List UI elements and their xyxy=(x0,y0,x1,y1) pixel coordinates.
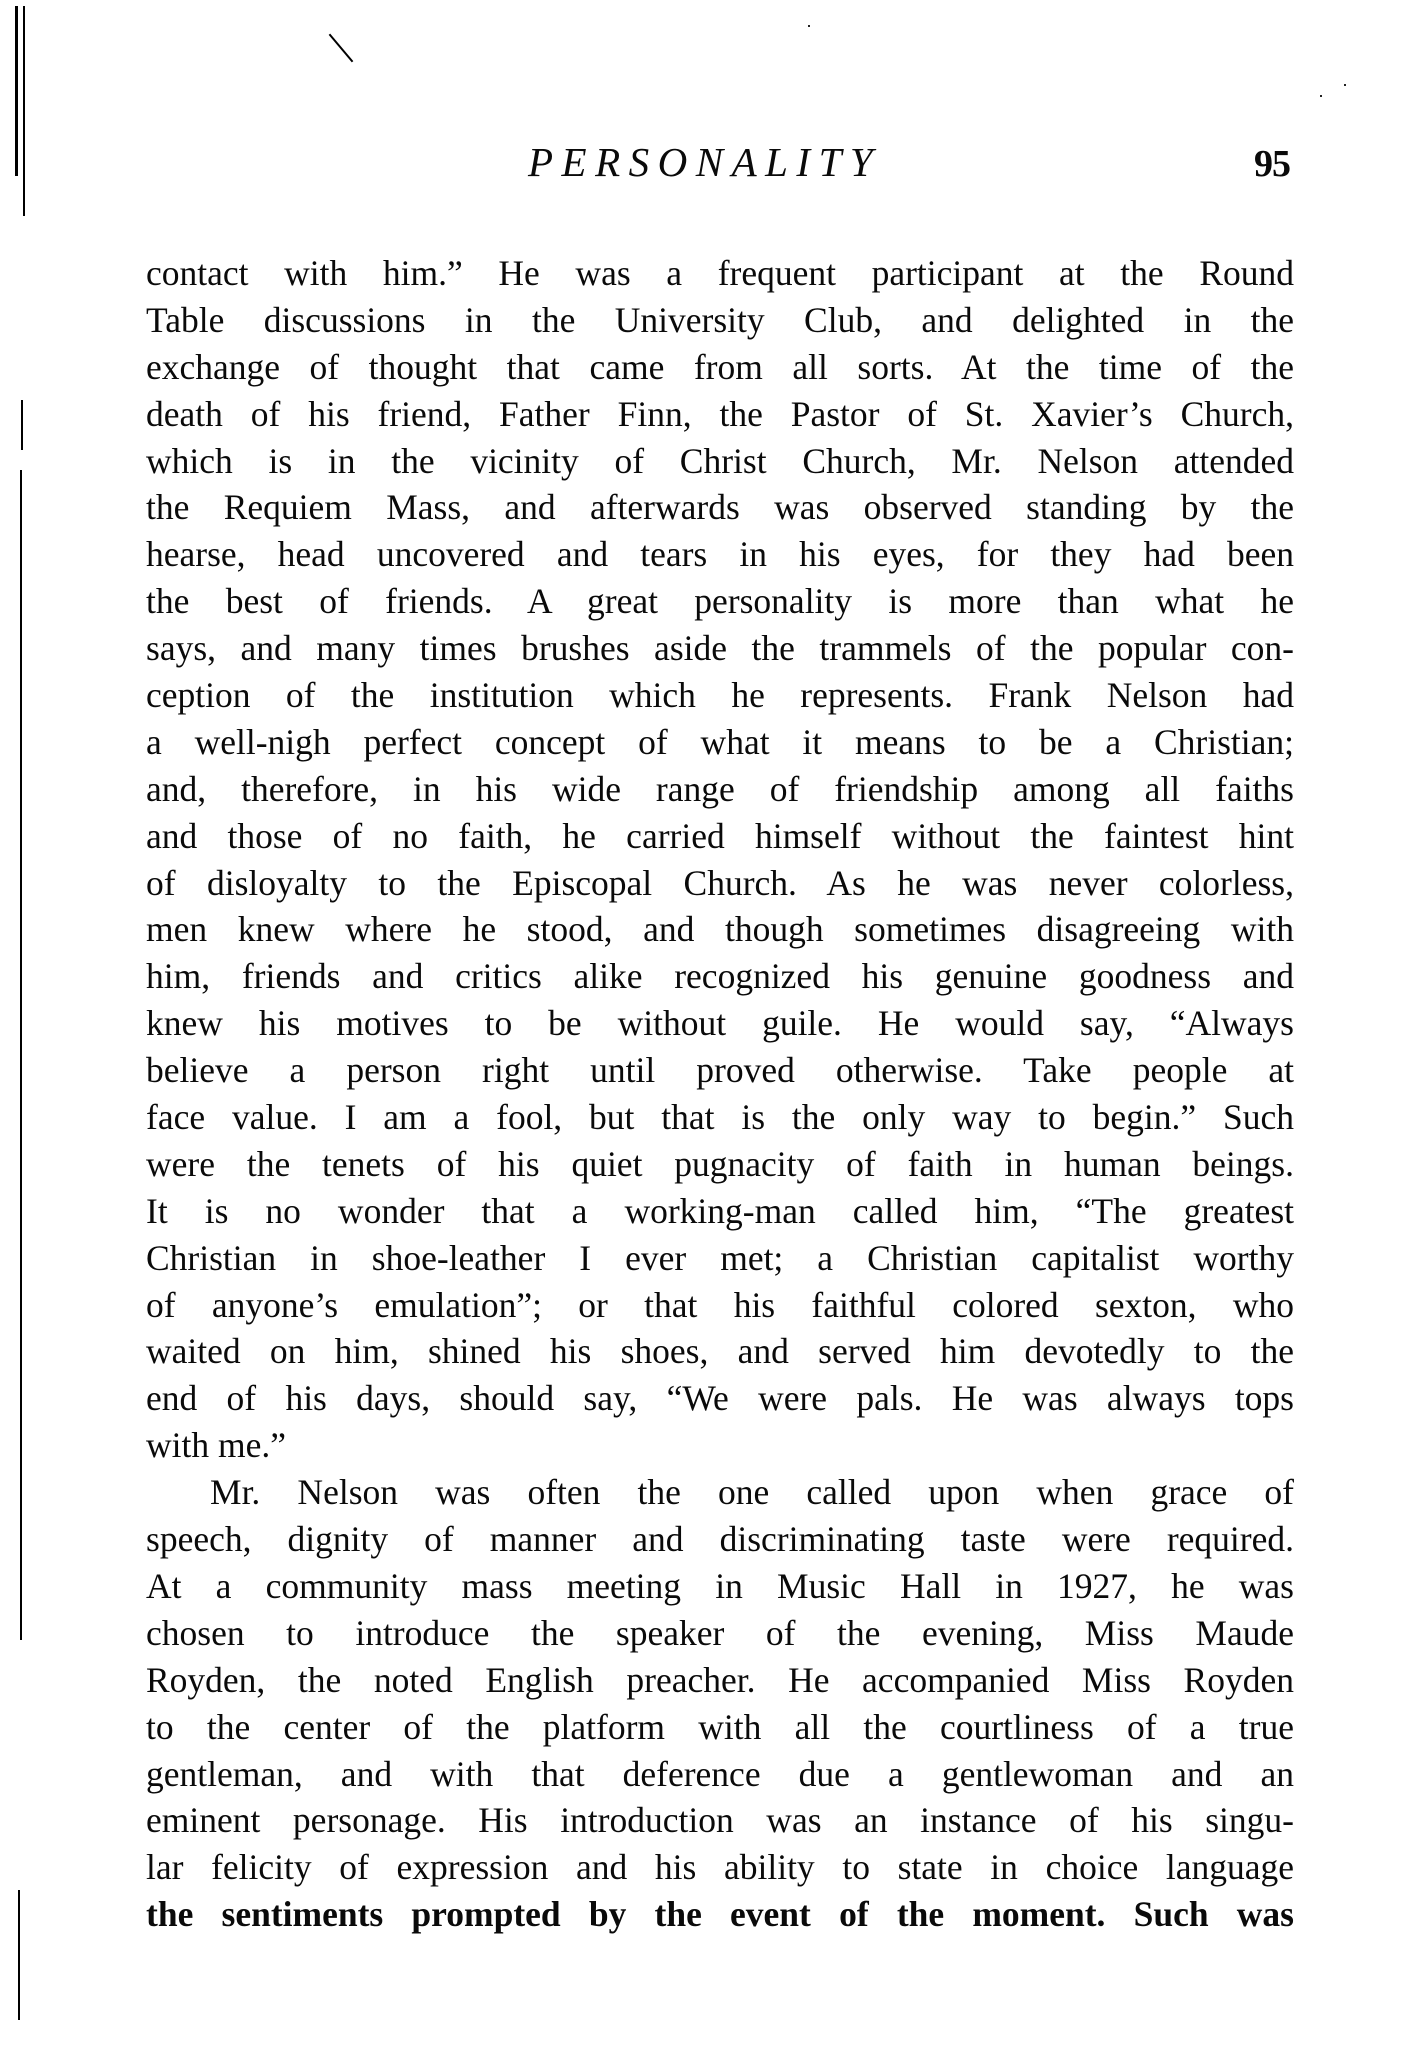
text-line: of disloyalty to the Episcopal Church. As he was never colorless, xyxy=(146,862,1294,903)
text-line: eminent personage. His introduction was an instance of his singu- xyxy=(146,1800,1294,1841)
scan-speck xyxy=(808,25,810,27)
text-line-paragraph-end: with me.” xyxy=(146,1425,286,1466)
page-number: 95 xyxy=(1254,143,1290,185)
text-line: end of his days, should say, “We were pals. He was always tops xyxy=(146,1378,1294,1419)
text-line: were the tenets of his quiet pugnacity of faith in human beings. xyxy=(146,1143,1294,1184)
text-line: At a community mass meeting in Music Hall in 1927, he was xyxy=(146,1565,1294,1606)
text-line: lar felicity of expression and his ability to state in choice language xyxy=(146,1847,1294,1888)
text-line: the Requiem Mass, and afterwards was observed standing by the xyxy=(146,487,1294,528)
text-line-indented: Mr. Nelson was often the one called upon when grace of xyxy=(210,1472,1294,1513)
text-line: face value. I am a fool, but that is the only way to begin.” Such xyxy=(146,1097,1294,1138)
text-line: It is no wonder that a working-man called him, “The greatest xyxy=(146,1190,1294,1231)
text-line: of anyone’s emulation”; or that his faithful colored sexton, who xyxy=(146,1284,1294,1325)
text-line: and, therefore, in his wide range of friendship among all faiths xyxy=(146,768,1294,809)
scan-speck xyxy=(1320,95,1322,97)
text-line: waited on him, shined his shoes, and served him devotedly to the xyxy=(146,1331,1294,1372)
binding-edge-line-lower xyxy=(20,470,22,1640)
running-title: PERSONALITY xyxy=(528,139,882,185)
page-body xyxy=(146,250,1294,1938)
text-line: which is in the vicinity of Christ Church, Mr. Nelson attended xyxy=(146,440,1294,481)
text-line: speech, dignity of manner and discriminating taste were required. xyxy=(146,1519,1294,1560)
text-line: exchange of thought that came from all sorts. At the time of the xyxy=(146,346,1294,387)
binding-edge-line-bottom xyxy=(18,1890,20,2020)
text-line: gentleman, and with that deference due a gentlewoman and an xyxy=(146,1753,1294,1794)
paragraph-mr-nelson xyxy=(146,1469,1294,1938)
binding-edge-line-lower xyxy=(21,400,23,450)
text-line: Royden, the noted English preacher. He accompanied Miss Royden xyxy=(146,1659,1294,1700)
text-line: ception of the institution which he represents. Frank Nelson had xyxy=(146,675,1294,716)
text-line: chosen to introduce the speaker of the evening, Miss Maude xyxy=(146,1612,1294,1653)
binding-edge-line-inner xyxy=(23,6,25,216)
text-line: says, and many times brushes aside the trammels of the popular con- xyxy=(146,628,1294,669)
text-line: Table discussions in the University Club, and delighted in the xyxy=(146,299,1294,340)
page-header xyxy=(0,140,1401,184)
text-line: the best of friends. A great personality is more than what he xyxy=(146,581,1294,622)
text-line: men knew where he stood, and though sometimes disagreeing with xyxy=(146,909,1294,950)
text-line: to the center of the platform with all the courtliness of a true xyxy=(146,1706,1294,1747)
paragraph-continued xyxy=(146,250,1294,1469)
text-line: knew his motives to be without guile. He would say, “Always xyxy=(146,1003,1294,1044)
text-line: the sentiments prompted by the event of the moment. Such was xyxy=(146,1894,1294,1935)
text-line: believe a person right until proved otherwise. Take people at xyxy=(146,1050,1294,1091)
text-line: contact with him.” He was a frequent participant at the Round xyxy=(146,253,1294,293)
scan-speck xyxy=(1344,84,1346,86)
text-line: death of his friend, Father Finn, the Pastor of St. Xavier’s Church, xyxy=(146,393,1294,434)
text-line: Christian in shoe-leather I ever met; a Christian capitalist worthy xyxy=(146,1237,1294,1278)
text-line: him, friends and critics alike recognized his genuine goodness and xyxy=(146,956,1294,997)
scan-mark-stroke xyxy=(329,34,354,63)
text-line: a well-nigh perfect concept of what it means to be a Christian; xyxy=(146,721,1294,762)
text-line: and those of no faith, he carried himself without the faintest hint xyxy=(146,815,1294,856)
text-line: hearse, head uncovered and tears in his eyes, for they had been xyxy=(146,534,1294,575)
